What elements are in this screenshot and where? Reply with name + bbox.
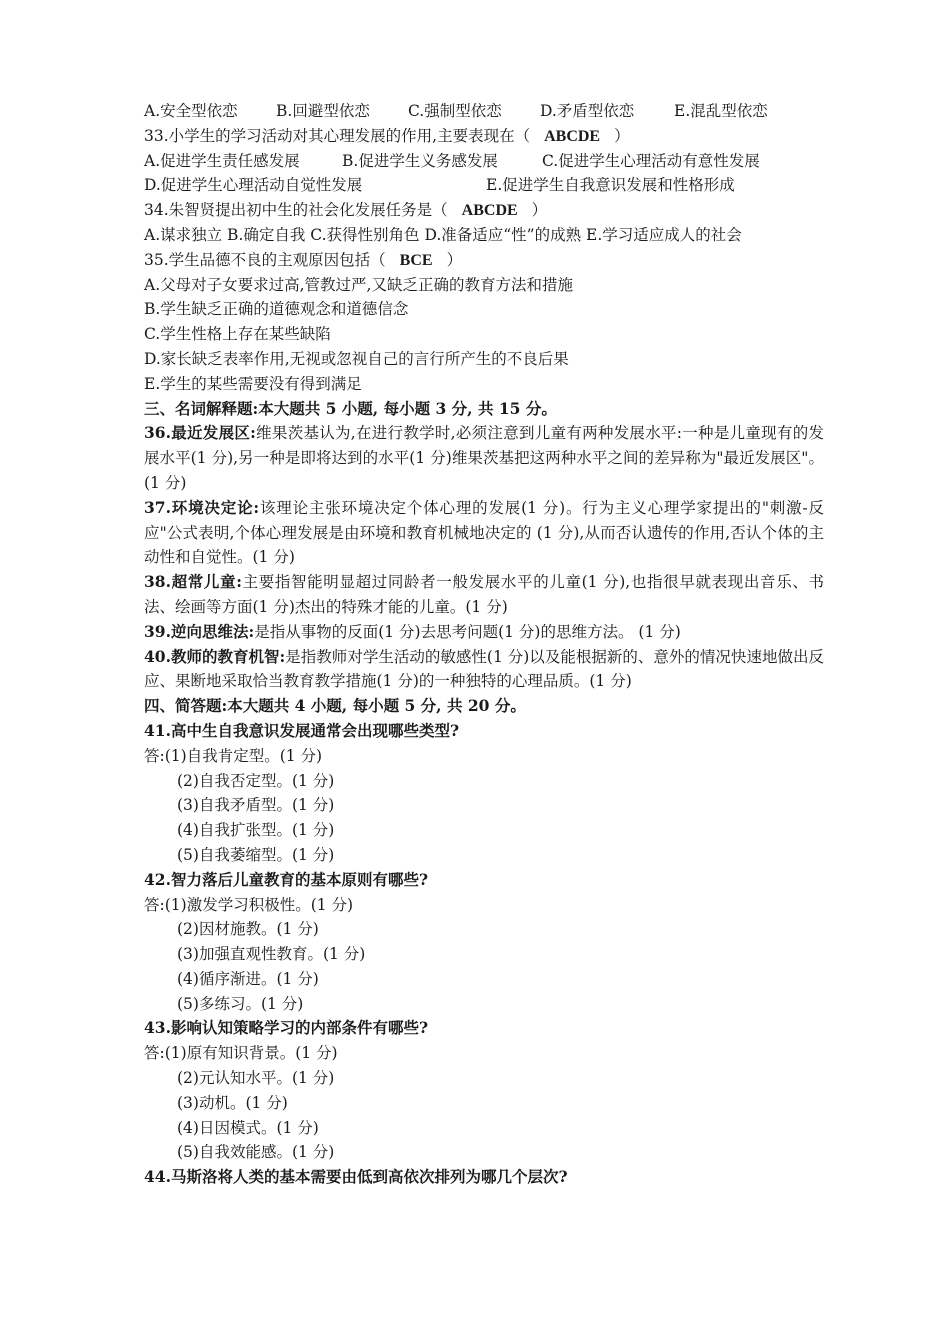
- q32-options: [144, 99, 824, 124]
- section3-heading: 三、名词解释题:本大题共 5 小题, 每小题 3 分, 共 15 分。: [144, 398, 557, 418]
- q43-answer-5: (5)自我效能感。(1 分): [177, 1143, 335, 1162]
- section4-heading: 四、简答题:本大题共 4 小题, 每小题 5 分, 共 20 分。: [144, 696, 526, 716]
- q33-options-row2: [144, 173, 824, 198]
- q33-stem: [144, 124, 824, 149]
- term-37-title: 37.环境决定论:: [144, 497, 260, 517]
- term-37-text: 该理论主张环境决定个体心理的发展(1 分)。行为主义心理学家提出的"刺激-反应"公式表明,个体心理发展是由环境和教育机械地决定的 (1 分),从而否认遗传的作用,否认个体的主动性和自觉性。(1 分): [144, 498, 824, 567]
- q35-stem-text: 35.学生品德不良的主观原因包括（: [144, 250, 386, 269]
- q43-title: 43.影响认知策略学习的内部条件有哪些?: [144, 1018, 429, 1038]
- q35-option-c: C.学生性格上存在某些缺陷: [144, 325, 331, 344]
- q35-option-b: B.学生缺乏正确的道德观念和道德信念: [144, 300, 409, 319]
- q33-options-row1: [144, 149, 824, 174]
- q41-answer-4: (4)自我扩张型。(1 分): [177, 821, 335, 840]
- q44-title: 44.马斯洛将人类的基本需要由低到高依次排列为哪几个层次?: [144, 1167, 568, 1187]
- q42-answer-2: (2)因材施教。(1 分): [177, 920, 319, 939]
- q32-option-e: E.混乱型依恋: [674, 102, 768, 120]
- q43-answer-4: (4)日因模式。(1 分): [177, 1118, 319, 1137]
- term-40-text: 是指教师对学生活动的敏感性(1 分)以及能根据新的、意外的情况快速地做出反应、果断地采取恰当教育教学措施(1 分)的一种独特的心理品质。(1 分): [144, 647, 824, 691]
- answer-item: (1)激发学习积极性。(1 分): [164, 895, 354, 914]
- term-39-title: 39.逆向思维法:: [144, 621, 255, 641]
- q42-title: 42.智力落后儿童教育的基本原则有哪些?: [144, 869, 429, 889]
- q33-option-b: B.促进学生义务感发展: [342, 151, 498, 170]
- q41-answer-5: (5)自我萎缩型。(1 分): [177, 845, 335, 864]
- term-38-title: 38.超常儿童:: [144, 572, 242, 592]
- q42-answer-5: (5)多练习。(1 分): [177, 994, 304, 1013]
- q33-option-c: C.促进学生心理活动有意性发展: [542, 151, 760, 170]
- q33-option-e: E.促进学生自我意识发展和性格形成: [486, 176, 735, 195]
- q32-option-b: B.回避型依恋: [276, 102, 370, 120]
- q43-answer-3: (3)动机。(1 分): [177, 1093, 288, 1112]
- q33-stem-text: 33.小学生的学习活动对其心理发展的作用,主要表现在（: [144, 126, 531, 145]
- answer-prefix: 答:: [144, 895, 165, 914]
- q35-option-a: A.父母对子女要求过高,管教过严,又缺乏正确的教育方法和措施: [144, 275, 573, 294]
- q41-answer-1: [144, 744, 824, 769]
- q32-option-a: A.安全型依恋: [144, 102, 238, 120]
- answer-item: (1)自我肯定型。(1 分): [164, 746, 323, 765]
- answer-item: (1)原有知识背景。(1 分): [164, 1044, 338, 1063]
- q43-answer-1: [144, 1041, 824, 1066]
- q33-option-a: A.促进学生责任感发展: [144, 151, 300, 170]
- q34-stem: [144, 198, 824, 223]
- q34-stem-text: 34.朱智贤提出初中生的社会化发展任务是（: [144, 201, 448, 220]
- q33-option-d: D.促进学生心理活动自觉性发展: [144, 176, 363, 195]
- q43-answer-2: (2)元认知水平。(1 分): [177, 1069, 335, 1088]
- q42-answer-4: (4)循序渐进。(1 分): [177, 969, 319, 988]
- q42-answer-1: [144, 893, 824, 918]
- term-38-text: 主要指智能明显超过同龄者一般发展水平的儿童(1 分),也指很早就表现出音乐、书法、绘画等方面(1 分)杰出的特殊才能的儿童。(1 分): [144, 573, 824, 616]
- answer-prefix: 答:: [144, 746, 165, 765]
- term-39: [144, 620, 824, 645]
- q33-close: ）: [614, 126, 630, 145]
- q35-close: ）: [446, 250, 463, 269]
- document-page: [144, 99, 824, 1190]
- q42-answer-3: (3)加强直观性教育。(1 分): [177, 945, 366, 964]
- q41-answer-2: (2)自我否定型。(1 分): [177, 771, 335, 790]
- q32-option-c: C.强制型依恋: [408, 102, 502, 120]
- term-40: [144, 645, 824, 695]
- q35-stem: [144, 248, 824, 273]
- q34-answer: ABCDE: [461, 202, 518, 220]
- term-38: [144, 570, 824, 620]
- term-40-title: 40.教师的教育机智:: [144, 646, 286, 666]
- term-39-text: 是指从事物的反面(1 分)去思考问题(1 分)的思维方法。 (1 分): [254, 622, 681, 641]
- q35-option-d: D.家长缺乏表率作用,无视或忽视自己的言行所产生的不良后果: [144, 349, 569, 368]
- q41-title: 41.高中生自我意识发展通常会出现哪些类型?: [144, 720, 460, 740]
- q35-answer: BCE: [399, 251, 433, 269]
- q34-close: ）: [531, 201, 548, 220]
- term-37: [144, 496, 824, 570]
- q33-answer: ABCDE: [544, 127, 601, 145]
- term-36-text: 维果茨基认为,在进行教学时,必须注意到儿童有两种发展水平:一种是儿童现有的发展水平(1 分),另一种是即将达到的水平(1 分)维果茨基把这两种水平之间的差异称为"最近发展区"。(1 分): [144, 424, 824, 492]
- q35-option-e: E.学生的某些需要没有得到满足: [144, 374, 362, 393]
- q32-option-d: D.矛盾型依恋: [540, 102, 635, 120]
- q41-answer-3: (3)自我矛盾型。(1 分): [177, 796, 335, 815]
- q34-options: A.谋求独立 B.确定自我 C.获得性别角色 D.准备适应“性”的成熟 E.学习适应成人的社会: [144, 225, 742, 244]
- term-36-title: 36.最近发展区:: [144, 423, 256, 443]
- answer-prefix: 答:: [144, 1044, 165, 1063]
- term-36: [144, 421, 824, 495]
